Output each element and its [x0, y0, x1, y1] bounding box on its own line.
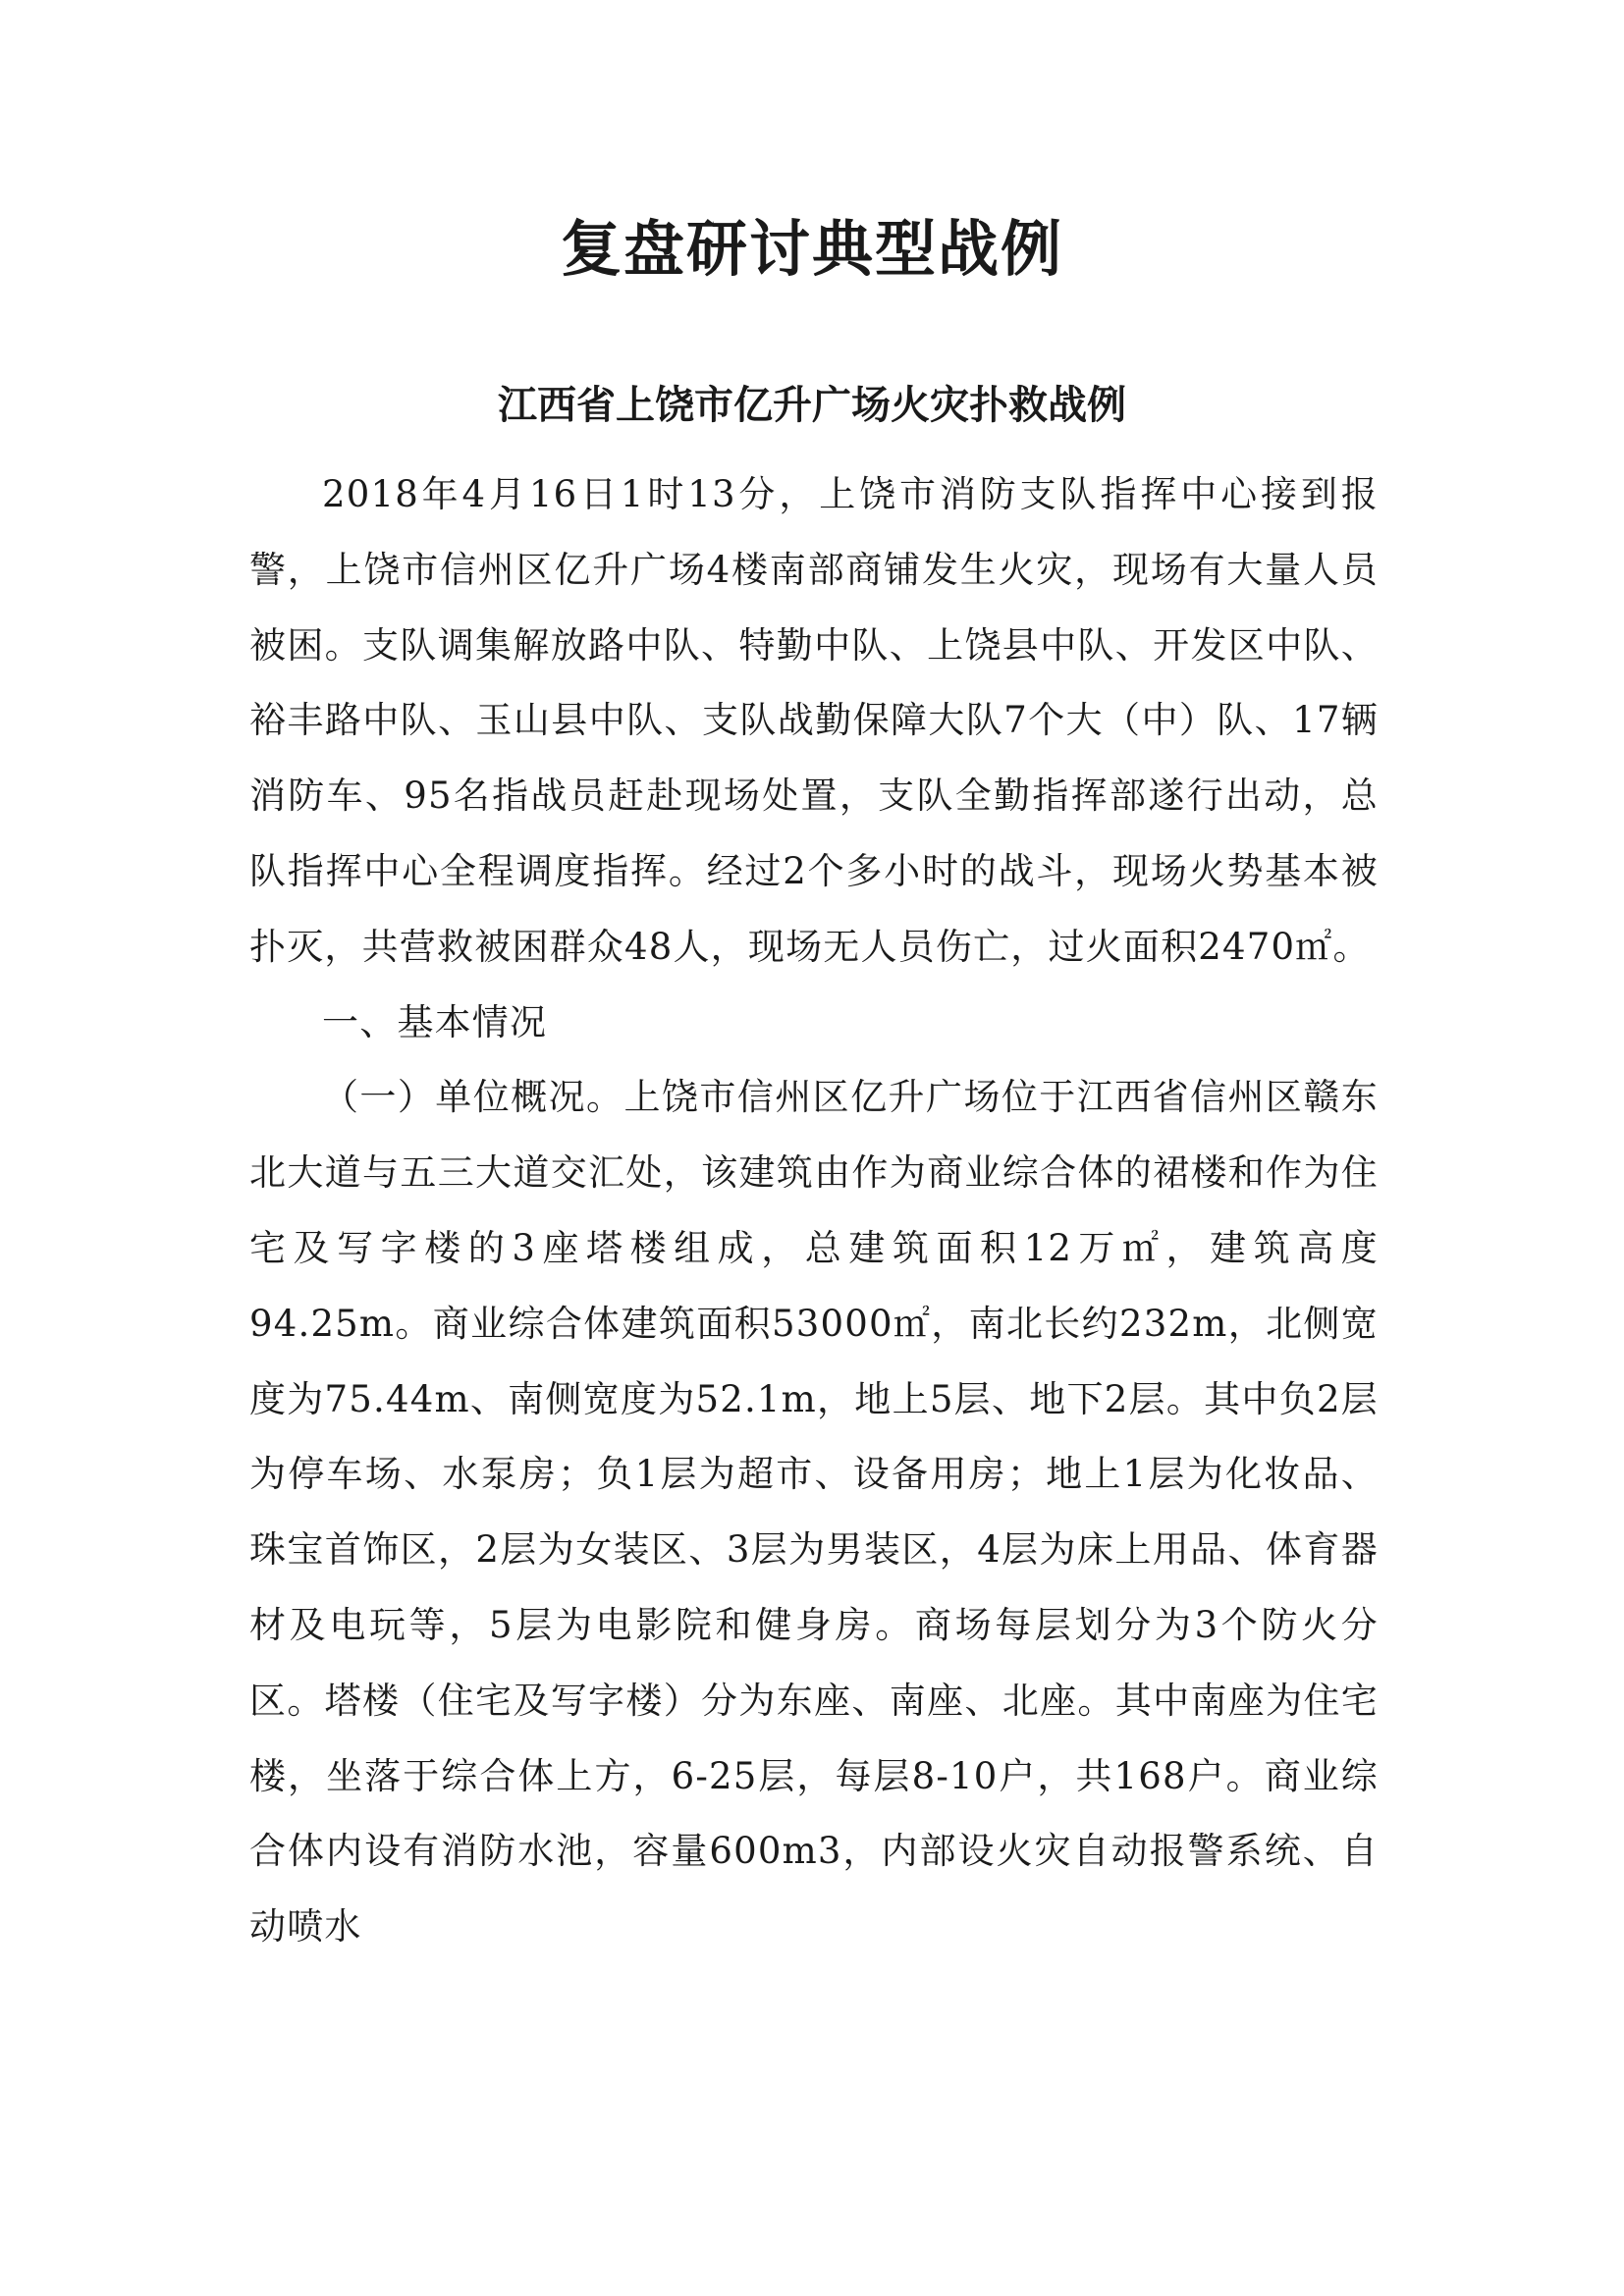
unit-overview-paragraph: （一）单位概况。上饶市信州区亿升广场位于江西省信州区赣东北大道与五三大道交汇处，该建筑由作为商业综合体的裙楼和作为住宅及写字楼的3座塔楼组成，总建筑面积12万㎡，建筑高度94.25m。商业综合体建筑面积53000㎡，南北长约232m，北侧宽度为75.44m、南侧宽度为52.1m，地上5层、地下2层。其中负2层为停车场、水泵房；负1层为超市、设备用房；地上1层为化妆品、珠宝首饰区，2层为女装区、3层为男装区，4层为床上用品、体育器材及电玩等，5层为电影院和健身房。商场每层划分为3个防火分区。塔楼（住宅及写字楼）分为东座、南座、北座。其中南座为住宅楼，坐落于综合体上方，6-25层，每层8-10户，共168户。商业综合体内设有消防水池，容量600m3，内部设火灾自动报警系统、自动喷水 [249, 1076, 1379, 1949]
document-subtitle: 江西省上饶市亿升广场火灾扑救战例 [498, 382, 1126, 428]
section-heading-basic-info: 一、基本情况 [322, 1000, 548, 1043]
document-title: 复盘研讨典型战例 [560, 213, 1063, 285]
intro-paragraph: 2018年4月16日1时13分，上饶市消防支队指挥中心接到报警，上饶市信州区亿升广场4楼南部商铺发生火灾，现场有大量人员被困。支队调集解放路中队、特勤中队、上饶县中队、开发区中队、裕丰路中队、玉山县中队、支队战勤保障大队7个大（中）队、17辆消防车、95名指战员赶赴现场处置，支队全勤指挥部遂行出动，总队指挥中心全程调度指挥。经过2个多小时的战斗，现场火势基本被扑灭，共营救被困群众48人，现场无人员伤亡，过火面积2470㎡。 [249, 473, 1379, 968]
document-body [249, 457, 1379, 1965]
